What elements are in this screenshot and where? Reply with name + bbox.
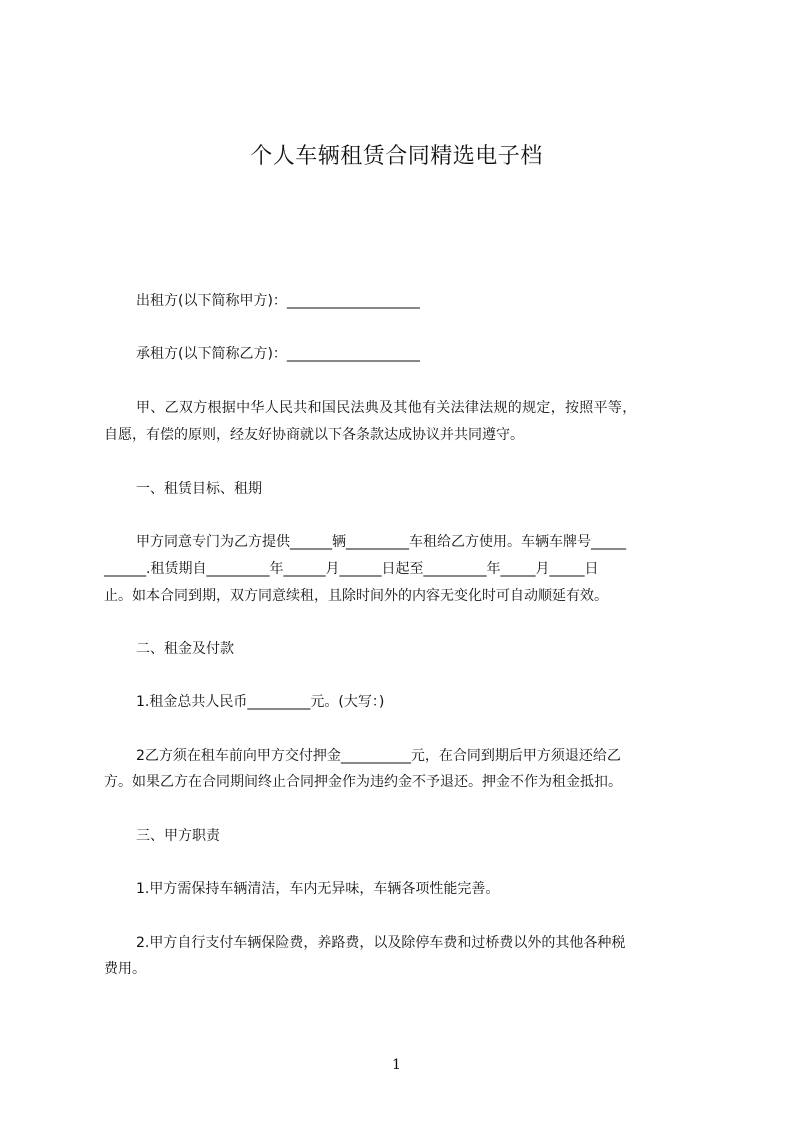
section-2-item-1: 1.租金总共人民币_________元。(大写：): [136, 694, 385, 710]
section-3-heading: 三、甲方职责: [136, 828, 220, 844]
intro-paragraph-line-1: 甲、乙双方根据中华人民共和国民法典及其他有关法律法规的规定，按照平等，: [136, 400, 637, 416]
section-1-line-1: 甲方同意专门为乙方提供______辆_________车租给乙方使用。车辆车牌号_____: [136, 534, 626, 550]
section-2-heading: 二、租金及付款: [136, 641, 234, 657]
page-number: 1: [392, 1057, 401, 1073]
intro-paragraph-line-2: 自愿，有偿的原则，经友好协商就以下各条款达成协议并共同遵守。: [104, 427, 524, 443]
section-1-line-3: 止。如本合同到期，双方同意续租，且除时间外的内容无变化时可自动顺延有效。: [104, 588, 608, 604]
section-2-item-2-line-2: 方。如果乙方在合同期间终止合同押金作为违约金不予退还。押金不作为租金抵扣。: [104, 774, 622, 790]
lessor-line: 出租方(以下简称甲方)：___________________: [136, 293, 420, 309]
document-title: 个人车辆租赁合同精选电子档: [250, 144, 543, 169]
section-3-item-1: 1.甲方需保持车辆清洁，车内无异味，车辆各项性能完善。: [136, 881, 500, 897]
section-3-item-2-line-2: 费用。: [104, 961, 146, 977]
section-1-heading: 一、租赁目标、租期: [136, 481, 262, 497]
section-1-line-2: ______.租赁期自_________年______月______日起至_________年_____月_____日: [104, 561, 599, 577]
section-3-item-2-line-1: 2.甲方自行支付车辆保险费，养路费，以及除停车费和过桥费以外的其他各种税: [136, 935, 626, 951]
lessee-line: 承租方(以下简称乙方)：___________________: [136, 346, 420, 362]
section-2-item-2-line-1: 2乙方须在租车前向甲方交付押金__________元，在合同到期后甲方须退还给乙: [136, 748, 621, 764]
